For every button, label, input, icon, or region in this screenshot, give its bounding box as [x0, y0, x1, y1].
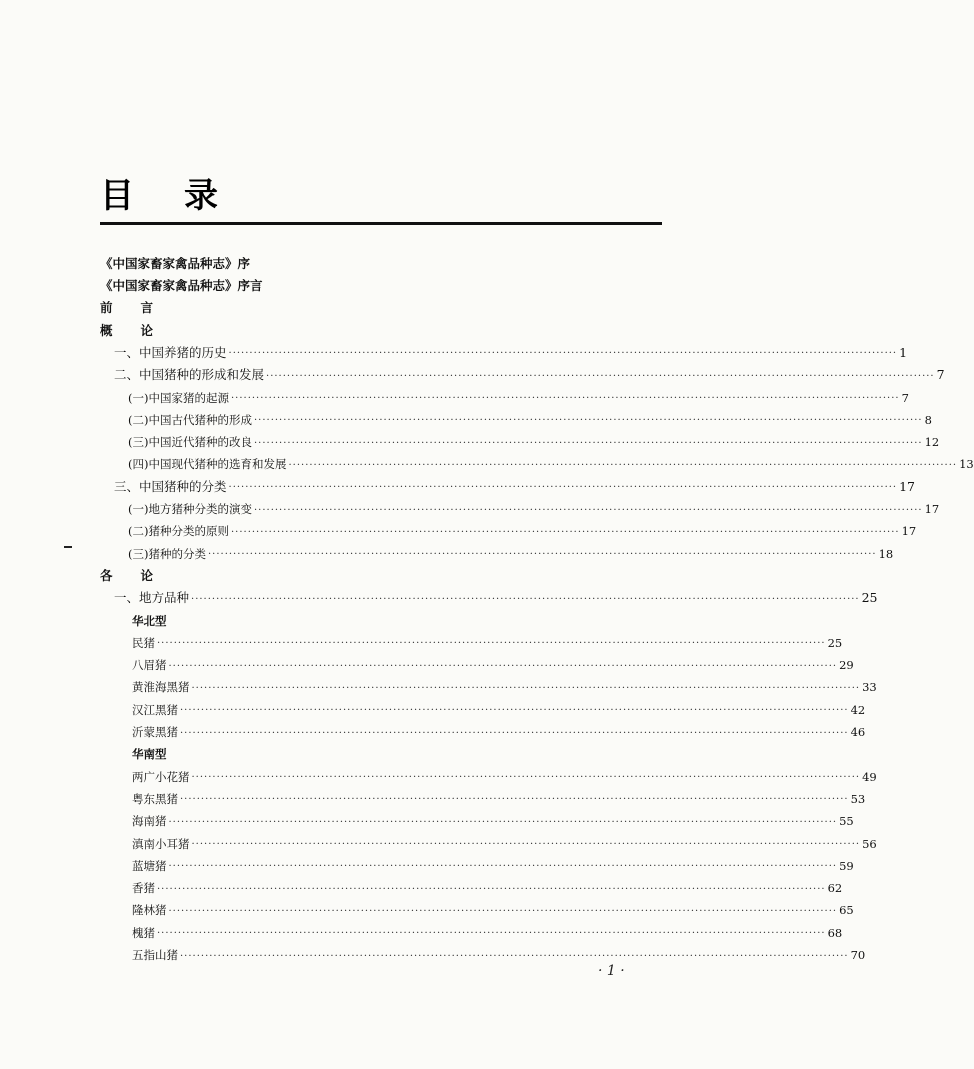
toc-entry-label: 八眉猪	[132, 658, 167, 673]
page-number: · 1 ·	[598, 963, 625, 979]
toc-entry-page: 25	[861, 590, 878, 606]
toc-entry-label: 粤东黑猪	[132, 791, 178, 806]
toc-entry-label: 民猪	[132, 635, 155, 650]
toc-entry[interactable]	[100, 382, 909, 405]
toc-entry-label: 华北型	[132, 613, 167, 628]
toc-entry-label: 华南型	[132, 747, 167, 762]
toc-leader-dots: ································································································································································	[253, 504, 923, 516]
toc-entry[interactable]	[100, 672, 877, 695]
toc-entry[interactable]	[100, 449, 974, 472]
toc-entry-page: 46	[850, 725, 866, 740]
toc-entry[interactable]	[100, 315, 668, 337]
toc-entry[interactable]	[100, 716, 866, 740]
toc-entry[interactable]	[100, 761, 877, 784]
toc-leader-dots: ································································································································································	[191, 839, 861, 851]
toc-entry-label: (二)猪种分类的原则	[128, 524, 229, 539]
toc-entry-page: 68	[827, 925, 843, 940]
toc-entry-label: 概论	[100, 322, 182, 338]
toc-entry-page: 7	[936, 367, 945, 383]
toc-leader-dots: ································································································································································	[180, 950, 849, 962]
toc-leader-dots: ································································································································································	[168, 861, 838, 873]
toc-leader-dots: ································································································································································	[157, 883, 826, 895]
toc-entry-label: 两广小花猪	[132, 769, 190, 784]
title-char-1: 目	[100, 176, 134, 216]
toc-entry-label: 蓝塘猪	[132, 858, 167, 873]
toc-entry-page: 17	[901, 524, 917, 539]
toc-entry[interactable]	[100, 359, 945, 383]
toc-entry-page: 49	[862, 769, 877, 784]
toc-entry[interactable]	[100, 560, 668, 582]
toc-entry[interactable]	[100, 850, 854, 873]
toc-entry[interactable]	[100, 293, 668, 315]
toc-entry-label: 《中国家畜家禽品种志》序言	[100, 278, 263, 294]
table-of-contents	[100, 248, 974, 962]
toc-entry-page: 62	[827, 881, 843, 896]
toc-leader-dots: ································································································································································	[266, 370, 935, 382]
toc-entry[interactable]	[100, 694, 866, 717]
toc-leader-dots: ································································································································································	[168, 816, 838, 828]
toc-entry[interactable]	[100, 895, 854, 918]
margin-mark	[64, 546, 72, 548]
toc-entry-page: 18	[878, 546, 894, 561]
title-rule	[100, 222, 662, 225]
toc-entry-label: 海南猪	[132, 814, 167, 829]
toc-entry-page: 70	[850, 948, 866, 962]
toc-entry-page: 53	[850, 791, 866, 806]
toc-leader-dots: ································································································································································	[157, 638, 826, 650]
toc-entry[interactable]	[100, 538, 894, 561]
toc-entry-page: 12	[924, 435, 940, 450]
toc-entry-label: 槐猪	[132, 925, 155, 940]
toc-entry[interactable]	[100, 337, 908, 360]
toc-leader-dots: ································································································································································	[168, 660, 838, 672]
toc-entry[interactable]	[100, 783, 866, 806]
toc-leader-dots: ································································································································································	[157, 928, 826, 940]
toc-entry-label: 前言	[100, 300, 182, 316]
toc-leader-dots: ································································································································································	[230, 393, 900, 405]
toc-entry-page: 56	[862, 836, 877, 851]
toc-entry-label: 各论	[100, 567, 182, 583]
toc-entry-label: (二)中国古代猪种的形成	[128, 412, 252, 427]
toc-entry-page: 1	[899, 344, 908, 360]
toc-leader-dots: ································································································································································	[180, 705, 849, 717]
toc-entry-page: 29	[839, 658, 854, 673]
toc-entry-label: 二、中国猪种的形成和发展	[114, 367, 265, 383]
toc-entry-page: 17	[924, 502, 940, 517]
toc-entry[interactable]	[100, 471, 916, 494]
toc-entry[interactable]	[100, 627, 843, 650]
toc-entry[interactable]	[100, 404, 932, 427]
toc-entry-label: 《中国家畜家禽品种志》序	[100, 255, 251, 271]
toc-entry-label: 滇南小耳猪	[132, 836, 190, 851]
toc-leader-dots: ································································································································································	[180, 727, 849, 739]
toc-entry-label: 沂蒙黑猪	[132, 725, 178, 740]
toc-entry-label: (三)中国近代猪种的改良	[128, 435, 252, 450]
toc-entry-page: 7	[901, 390, 909, 405]
toc-entry-label: 五指山猪	[132, 948, 178, 962]
toc-entry-label: 三、中国猪种的分类	[114, 478, 227, 494]
toc-entry[interactable]	[100, 516, 917, 539]
toc-leader-dots: ································································································································································	[228, 348, 898, 360]
page-title	[100, 168, 218, 217]
toc-leader-dots: ································································································································································	[253, 437, 923, 449]
toc-entry[interactable]	[100, 872, 843, 896]
toc-leader-dots: ································································································································································	[228, 482, 898, 494]
toc-entry-page: 42	[850, 702, 866, 717]
toc-entry[interactable]	[100, 270, 668, 292]
toc-leader-dots: ································································································································································	[191, 593, 860, 605]
toc-leader-dots: ································································································································································	[230, 526, 900, 538]
toc-entry[interactable]	[100, 582, 878, 606]
toc-entry[interactable]	[100, 828, 877, 851]
toc-entry-page: 33	[862, 680, 877, 695]
toc-entry-label: 汉江黑猪	[132, 702, 178, 717]
toc-entry-label: (四)中国现代猪种的选育和发展	[128, 457, 287, 472]
toc-entry[interactable]	[100, 605, 668, 627]
toc-leader-dots: ································································································································································	[191, 772, 861, 784]
toc-entry-page: 17	[899, 478, 916, 494]
toc-entry-label: (三)猪种的分类	[128, 546, 206, 561]
toc-entry-page: 55	[839, 814, 854, 829]
toc-entry[interactable]	[100, 805, 854, 829]
toc-entry-label: 隆林猪	[132, 903, 167, 918]
toc-entry-page: 25	[827, 635, 843, 650]
toc-leader-dots: ································································································································································	[180, 794, 849, 806]
toc-entry[interactable]	[100, 493, 940, 517]
toc-entry-label: (一)中国家猪的起源	[128, 390, 229, 405]
toc-entry-label: 一、中国养猪的历史	[114, 344, 227, 360]
toc-leader-dots: ································································································································································	[207, 549, 877, 561]
toc-entry-label: 香猪	[132, 881, 155, 896]
toc-entry[interactable]	[100, 917, 843, 940]
toc-entry-page: 59	[839, 858, 854, 873]
toc-entry[interactable]	[100, 248, 668, 270]
toc-leader-dots: ································································································································································	[288, 459, 958, 471]
toc-entry-page: 8	[924, 412, 932, 427]
toc-leader-dots: ································································································································································	[191, 682, 861, 694]
title-char-2: 录	[184, 176, 218, 216]
toc-entry-label: 黄淮海黑猪	[132, 680, 190, 695]
toc-leader-dots: ································································································································································	[253, 415, 923, 427]
toc-entry-page: 65	[839, 903, 854, 918]
toc-entry[interactable]	[100, 739, 668, 761]
toc-entry[interactable]	[100, 426, 940, 450]
toc-entry-label: (一)地方猪种分类的演变	[128, 502, 252, 517]
toc-leader-dots: ································································································································································	[168, 905, 838, 917]
toc-entry-page: 13	[959, 457, 974, 472]
toc-entry[interactable]	[100, 649, 854, 673]
toc-entry[interactable]	[100, 939, 866, 962]
toc-entry-label: 一、地方品种	[114, 590, 190, 606]
